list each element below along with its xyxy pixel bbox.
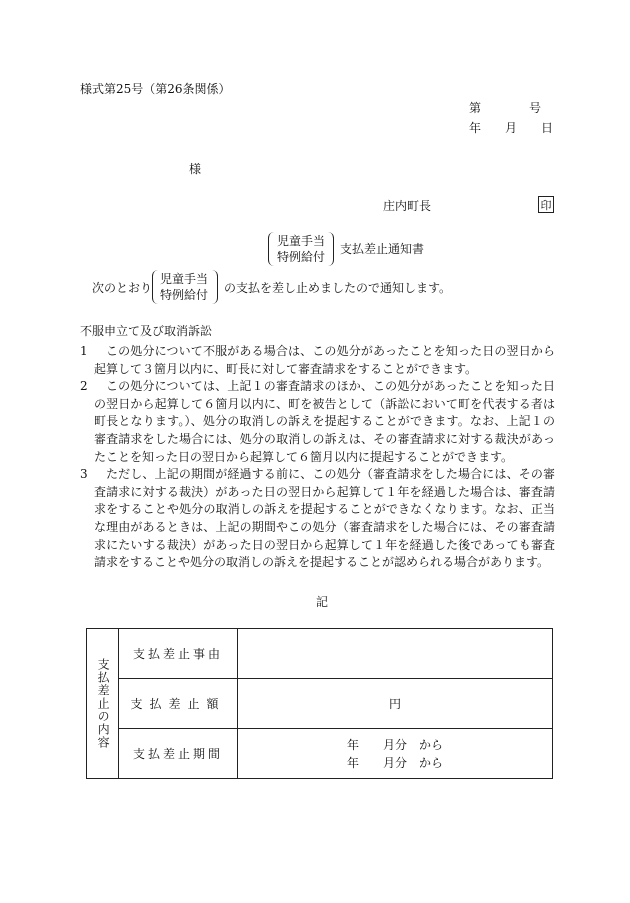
- table-value-period: [238, 729, 553, 779]
- table-label-amount: 支払差止額: [119, 679, 238, 729]
- clause-number: 1: [80, 344, 88, 358]
- table-value-amount: 円: [238, 679, 553, 729]
- notice-brace-line-2: 特例給付: [160, 288, 209, 302]
- appeal-clauses: [80, 343, 555, 572]
- notice-brace-line-1: 児童手当: [160, 272, 209, 286]
- title-brace-line-2: 特例給付: [277, 250, 326, 264]
- document-date: 年 月 日: [469, 121, 554, 135]
- form-header: 様式第25号（第26条関係）: [80, 82, 231, 96]
- period-end: 年 月分 から: [346, 755, 443, 770]
- clause-text: ただし、上記の期間が経過する前に、この処分（審査請求をした場合には、その審査請求に対する裁決）があった日の翌日から起算して１年を経過した場合は、審査請求をすることや処分の取消しの訴えを提起することができなくなります。なお、正当な理由があるときは、上記の期間やこの処分（審査請求をした場合には、その審査請求にたいする裁決）があった日の翌日から起算して１年を経過した後であっても審査請求をすることや処分の取消しの訴えを提起することが認められる場合があります。: [94, 467, 555, 570]
- clause-text: この処分について不服がある場合は、この処分があったことを知った日の翌日から起算して３箇月以内に、町長に対して審査請求をすることができます。: [94, 344, 555, 376]
- table-value-reason: [238, 629, 553, 679]
- title-brace-line-1: 児童手当: [277, 234, 326, 248]
- clause-2: [80, 378, 555, 466]
- period-start: 年 月分 から: [346, 737, 443, 752]
- clause-3: [80, 466, 555, 572]
- clause-number: 3: [80, 467, 88, 482]
- title-suffix: 支払差止通知書: [340, 242, 425, 256]
- table-side-header: 支払差止の内容: [87, 629, 119, 779]
- ki-heading: 記: [316, 595, 329, 609]
- clause-text: この処分については、上記１の審査請求のほか、この処分があったことを知った日の翌日から起算して６箇月以内に、町を被告として（訴訟において町を代表する者は町長となります。）、処分の取消しの訴えを提起することができます。なお、上記１の審査請求をした場合には、処分の取消しの訴えは、その審査請求に対する裁決があったことを知った日の翌日から起算して６箇月以内に提起することができます。: [94, 379, 555, 464]
- table-label-reason: 支払差止事由: [119, 629, 238, 679]
- notice-prefix: 次のとおり: [92, 281, 153, 295]
- addressee-suffix: 様: [189, 162, 202, 176]
- detail-table: [86, 628, 553, 779]
- clause-number: 2: [80, 379, 88, 394]
- issuer-name: 庄内町長: [383, 199, 432, 213]
- seal-mark: 印: [538, 196, 554, 213]
- appeal-heading: 不服申立て及び取消訴訟: [80, 324, 213, 338]
- notice-suffix: の支払を差し止めましたので通知します。: [224, 281, 452, 295]
- table-label-period: 支払差止期間: [119, 729, 238, 779]
- clause-1: [80, 343, 555, 378]
- document-number: 第 号: [469, 101, 542, 115]
